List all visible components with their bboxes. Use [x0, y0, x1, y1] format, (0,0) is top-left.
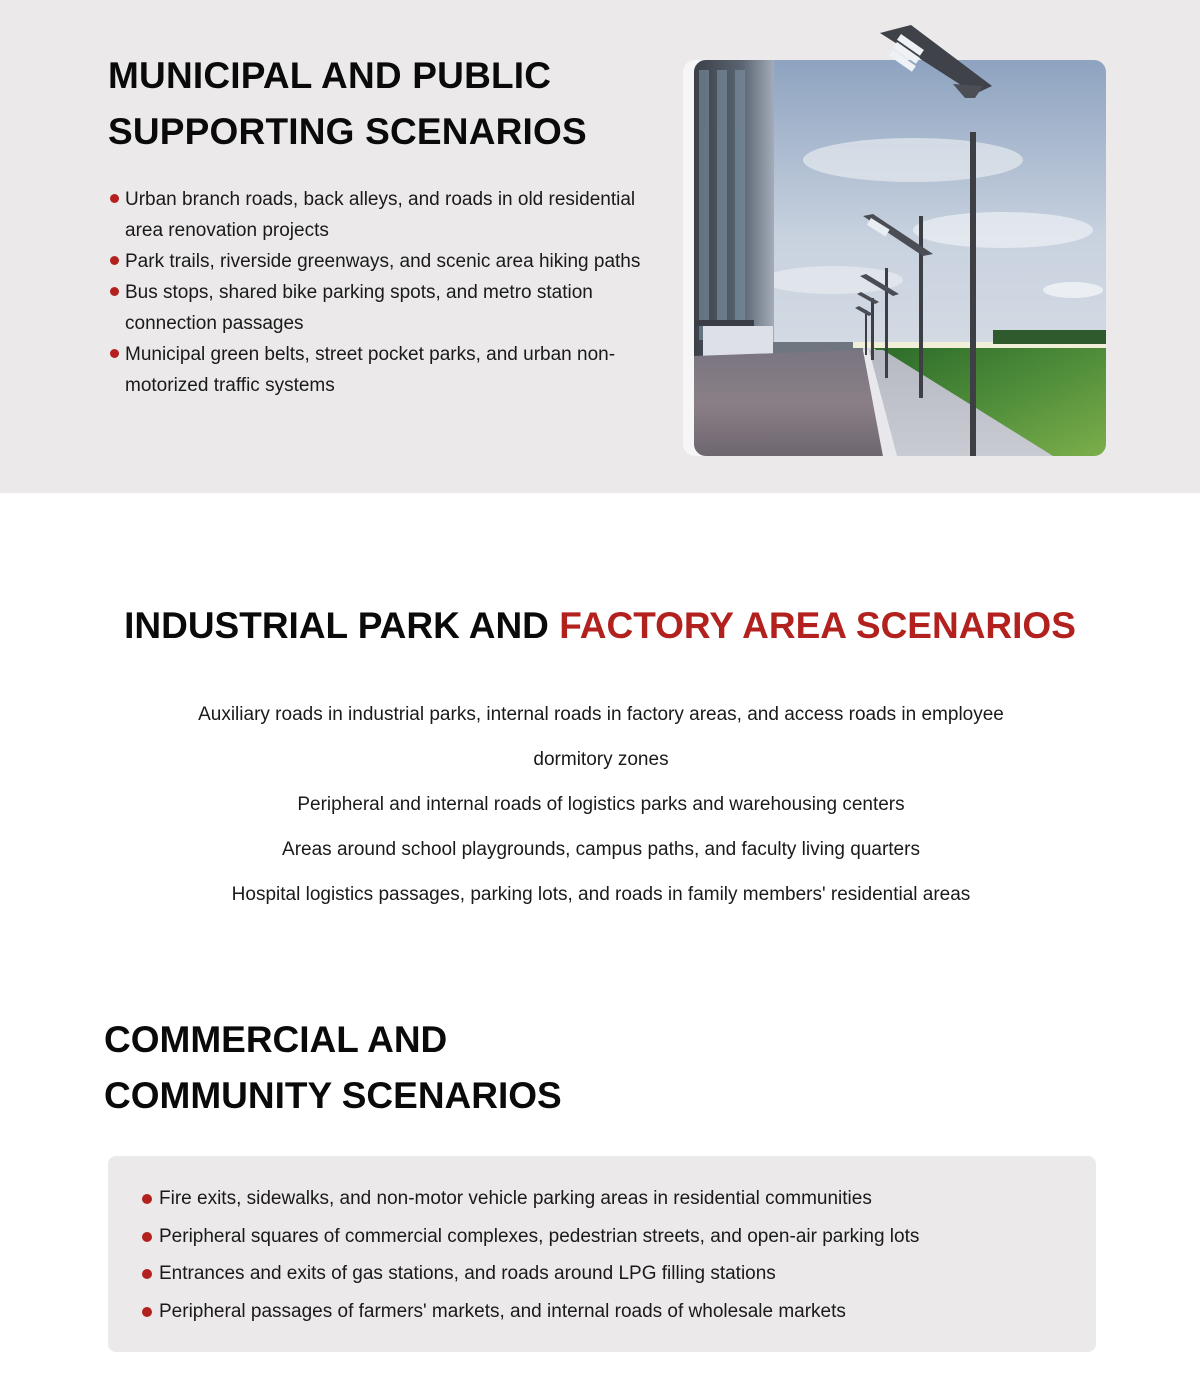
- list-item-text: Bus stops, shared bike parking spots, and metro station connection passages: [125, 282, 593, 334]
- list-item-text: Urban branch roads, back alleys, and roads in old residential area renovation projects: [125, 189, 636, 241]
- industrial-title: [0, 600, 1200, 652]
- list-item: [142, 1293, 1082, 1331]
- list-item: [142, 1218, 1082, 1256]
- bullet-dot-icon: [142, 1194, 152, 1204]
- list-item: [142, 1255, 1082, 1293]
- list-item: [142, 1180, 1082, 1218]
- municipal-list: [110, 184, 670, 401]
- industrial-list: [170, 692, 1032, 917]
- commercial-title-line1: COMMERCIAL AND: [104, 1019, 448, 1060]
- list-item: [110, 184, 670, 246]
- list-item: Areas around school playgrounds, campus paths, and faculty living quarters: [282, 839, 920, 860]
- municipal-section: [0, 0, 1200, 493]
- list-item-text: Municipal green belts, street pocket parks, and urban non-motorized traffic systems: [125, 344, 616, 396]
- bullet-dot-icon: [110, 256, 119, 265]
- list-item: [110, 246, 670, 277]
- street-light-scene-image: [683, 20, 1106, 456]
- bullet-dot-icon: [110, 349, 119, 358]
- municipal-title-line1: MUNICIPAL AND PUBLIC: [108, 55, 552, 96]
- list-item-text: Peripheral passages of farmers' markets, and internal roads of wholesale markets: [159, 1300, 846, 1322]
- industrial-title-black: INDUSTRIAL PARK AND: [124, 605, 560, 646]
- industrial-title-red: FACTORY AREA SCENARIOS: [559, 605, 1076, 646]
- list-item-text: Fire exits, sidewalks, and non-motor vehicle parking areas in residential communities: [159, 1188, 872, 1209]
- list-item-text: Peripheral squares of commercial complexes, pedestrian streets, and open-air parking lots: [159, 1225, 920, 1247]
- list-item: [110, 277, 670, 339]
- bullet-dot-icon: [142, 1232, 152, 1242]
- bullet-dot-icon: [110, 194, 119, 203]
- list-item: dormitory zones: [533, 749, 669, 770]
- bullet-dot-icon: [110, 287, 119, 296]
- commercial-title: [104, 1012, 704, 1124]
- list-item: Peripheral and internal roads of logistics parks and warehousing centers: [297, 794, 905, 815]
- bullet-dot-icon: [142, 1269, 152, 1279]
- commercial-panel: [108, 1156, 1096, 1352]
- list-item-text: Park trails, riverside greenways, and scenic area hiking paths: [125, 251, 641, 272]
- bullet-dot-icon: [142, 1307, 152, 1317]
- municipal-title: [108, 48, 668, 160]
- list-item: Auxiliary roads in industrial parks, internal roads in factory areas, and access roads in employee: [198, 704, 1004, 725]
- list-item-text: Entrances and exits of gas stations, and roads around LPG filling stations: [159, 1263, 776, 1284]
- list-item: Hospital logistics passages, parking lots, and roads in family members' residential areas: [231, 884, 971, 905]
- municipal-title-line2: SUPPORTING SCENARIOS: [108, 111, 587, 152]
- list-item: [110, 339, 670, 401]
- commercial-title-line2: COMMUNITY SCENARIOS: [104, 1075, 562, 1116]
- street-light-photo: [683, 60, 1106, 456]
- commercial-list: [142, 1180, 1082, 1330]
